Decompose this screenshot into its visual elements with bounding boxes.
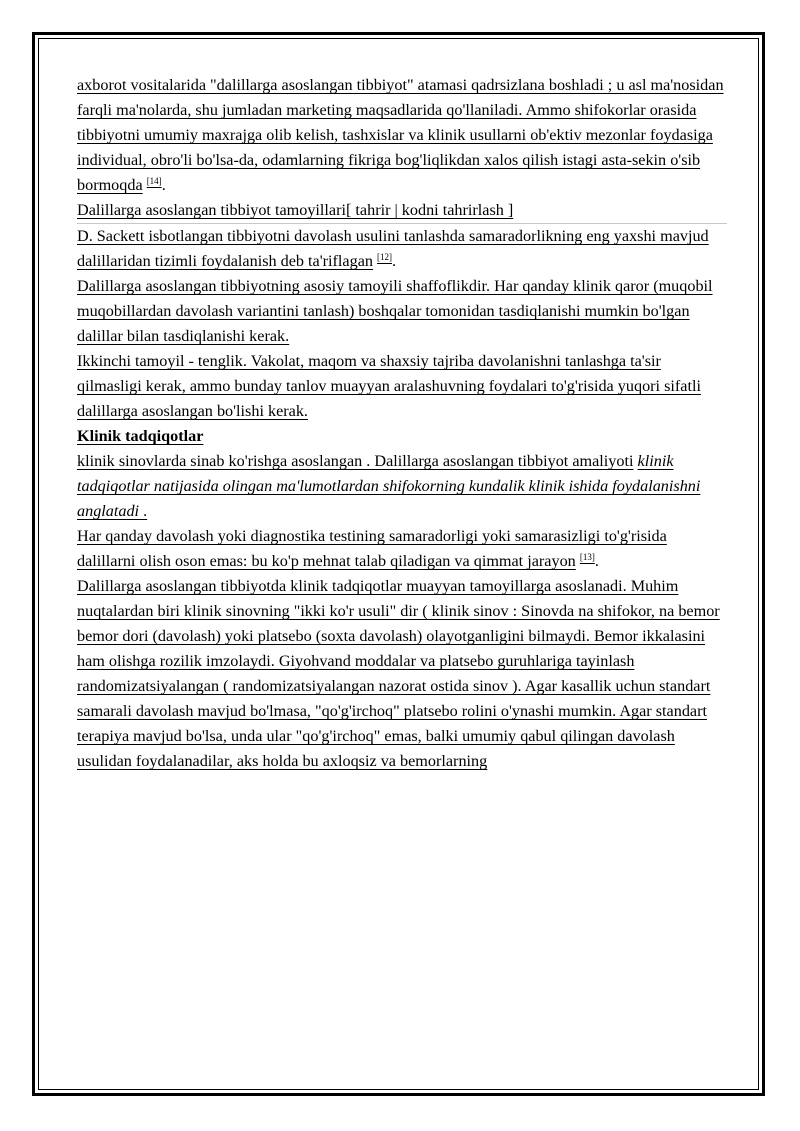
paragraph-clinical-basis: klinik sinovlarda sinab ko'rishga asoslangan . Dalillarga asoslangan tibbiyot amaliyoti klinik tadqiqotlar natijasida olingan ma'lumotlardan shifokorning kundalik klinik ishida foydalanishni anglatadi . [77, 452, 701, 520]
paragraph-equality [77, 349, 727, 424]
paragraph-sackett-text[interactable]: D. Sackett isbotlangan tibbiyotni davolash usulini tanlashda samaradorlikning eng yaxshi mavjud dalillaridan tizimli foydalanish deb ta'riflagan [77, 227, 709, 270]
paragraph-clinical-basis-text[interactable]: klinik sinovlarda sinab ko'rishga asoslangan . Dalillarga asoslangan tibbiyot amaliyoti [77, 452, 634, 470]
document-body [77, 73, 727, 774]
paragraph-sackett: D. Sackett isbotlangan tibbiyotni davolash usulini tanlashda samaradorlikning eng yaxshi mavjud dalillaridan tizimli foydalanish deb ta'riflagan [12]. [77, 227, 709, 270]
section-heading-principles [77, 198, 727, 224]
section-heading-text[interactable]: Dalillarga asoslangan tibbiyot tamoyillari[ tahrir | kodni tahrirlash ] [77, 201, 514, 219]
paragraph-evidence-cost: Har qanday davolash yoki diagnostika testining samaradorligi yoki samarasizligi to'g'risida dalillarni olish oson emas: bu ko'p mehnat talab qiladigan va qimmat jarayon [13]. [77, 527, 667, 570]
paragraph-double-blind [77, 574, 727, 774]
subheading-text[interactable]: Klinik tadqiqotlar [77, 427, 204, 445]
paragraph-intro-text[interactable]: axborot vositalarida "dalillarga asoslangan tibbiyot" atamasi qadrsizlana boshladi ; u asl ma'nosidan farqli ma'nolarda, shu jumladan marketing maqsadlarida qo'llaniladi. Ammo shifokorlar orasida tibbiyotni umumiy maxrajga olib kelish, tashxislar va klinik usullarni ob'ektiv mezonlar foydasiga individual, obro'li bo'lsa-da, odamlarning fikriga bog'liqlikdan xalos qilish istagi asta-sekin o'sib bormoqda [77, 76, 724, 194]
paragraph-evidence-cost-text[interactable]: Har qanday davolash yoki diagnostika testining samaradorligi yoki samarasizligi to'g'risida dalillarni olish oson emas: bu ko'p mehnat talab qiladigan va qimmat jarayon [77, 527, 667, 570]
paragraph-equality-text[interactable]: Ikkinchi tamoyil - tenglik. Vakolat, maqom va shaxsiy tajriba davolanishni tanlashga ta'sir qilmasligi kerak, ammo bunday tanlov muayyan aralashuvning foydalari to'g'risida yuqori sifatli dalillarga asoslangan bo'lishi kerak. [77, 352, 701, 420]
reference-13[interactable]: [13] [579, 552, 595, 562]
paragraph-double-blind-text[interactable]: Dalillarga asoslangan tibbiyotda klinik tadqiqotlar muayyan tamoyillarga asoslanadi. Muhim nuqtalardan biri klinik sinovning "ikki ko'r usuli" dir ( klinik sinov : Sinovda na shifokor, na bemor bemor dori (davolash) yoki platsebo (soxta davolash) olayotganligini bilmaydi. Bemor ikkalasini ham olishga rozilik imzolaydi. Giyohvand moddalar va platsebo guruhlariga tayinlash randomizatsiyalangan ( randomizatsiyalangan nazorat ostida sinov ). Agar kasallik uchun standart samarali davolash mavjud bo'lmasa, "qo'g'irchoq" platsebo rolini o'ynashi mumkin. Agar standart terapiya mavjud bo'lsa, unda ular "qo'g'irchoq" emas, balki umumiy qabul qilingan davolash usulidan foydalanadilar, aks holda bu axloqsiz va bemorlarning [77, 577, 720, 770]
paragraph-transparency [77, 274, 727, 349]
paragraph-transparency-text[interactable]: Dalillarga asoslangan tibbiyotning asosiy tamoyili shaffoflikdir. Har qanday klinik qaror (muqobil muqobillardan davolash variantini tanlash) boshqalar tomonidan tasdiqlanishi mumkin bo'lgan dalillar bilan tasdiqlanishi kerak. [77, 277, 713, 345]
subheading-clinical-trials [77, 424, 727, 449]
reference-14[interactable]: [14] [146, 176, 162, 186]
paragraph-intro: axborot vositalarida "dalillarga asoslangan tibbiyot" atamasi qadrsizlana boshladi ; u asl ma'nosidan farqli ma'nolarda, shu jumladan marketing maqsadlarida qo'llaniladi. Ammo shifokorlar orasida tibbiyotni umumiy maxrajga olib kelish, tashxislar va klinik usullarni ob'ektiv mezonlar foydasiga individual, obro'li bo'lsa-da, odamlarning fikriga bog'liqlikdan xalos qilish istagi asta-sekin o'sib bormoqda [14]. [77, 76, 724, 194]
paragraph-clinical-basis-italic[interactable]: klinik tadqiqotlar natijasida olingan ma'lumotlardan shifokorning kundalik klinik ishida foydalanishni anglatadi [77, 452, 701, 520]
reference-12[interactable]: [12] [377, 252, 393, 262]
